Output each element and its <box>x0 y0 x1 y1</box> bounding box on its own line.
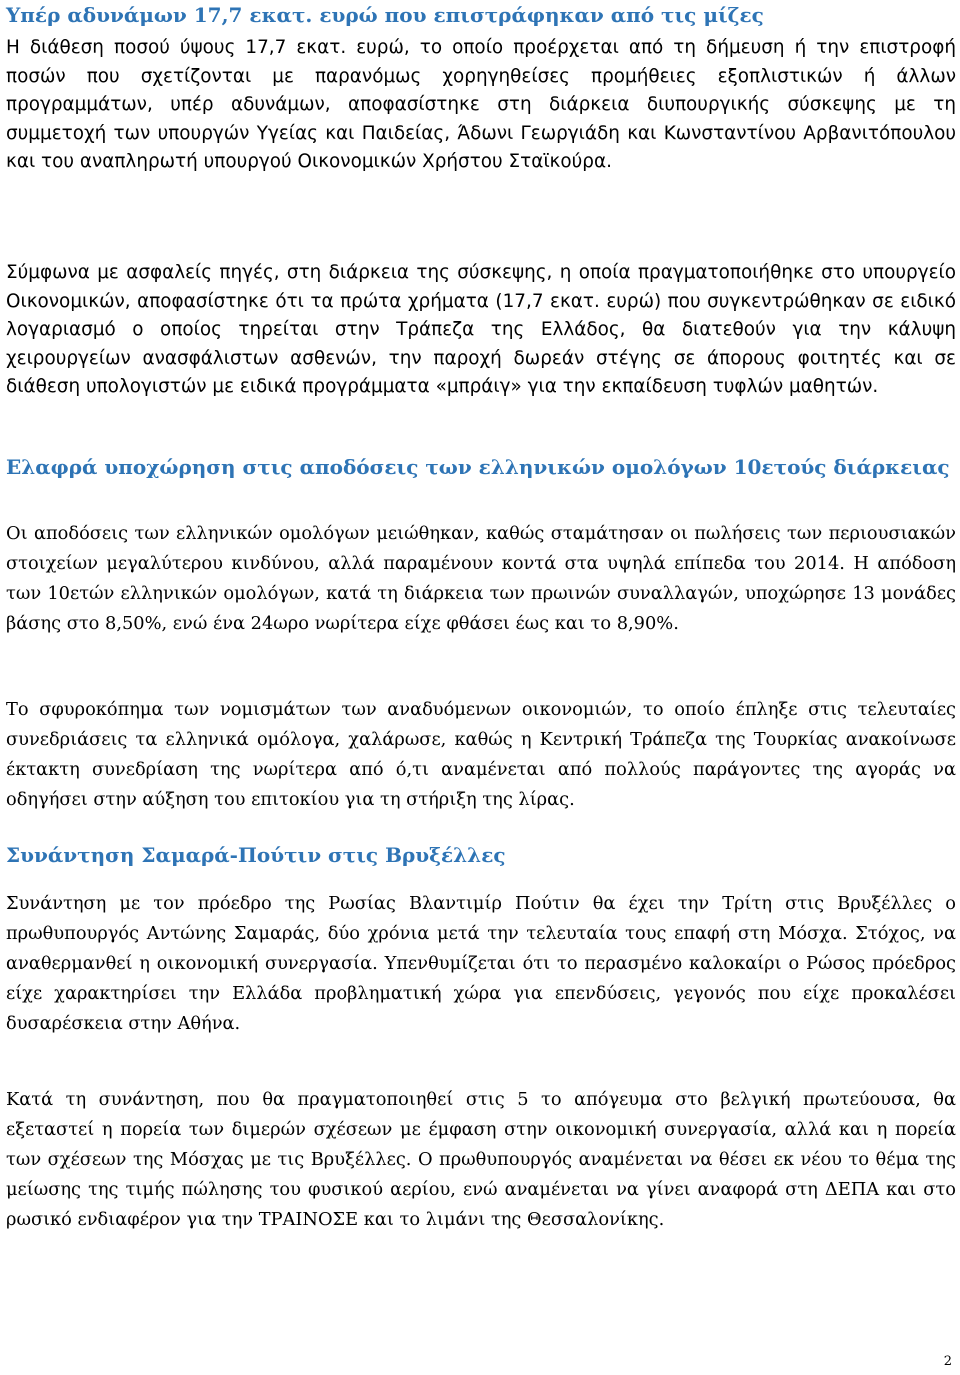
paragraph: Οι αποδόσεις των ελληνικών ομολόγων μειώθηκαν, καθώς σταμάτησαν οι πωλήσεις των περιουσιακών στοιχείων μεγαλύτερου κινδύνου, αλλά παραμένουν κοντά στα υψηλά επίπεδα του 2014. Η απόδοση των 10ετών ελληνικών ομολόγων, κατά τη διάρκεια των πρωινών συναλλαγών, υποχώρησε 13 μονάδες βάσης στο 8,50%, ενώ ένα 24ωρο νωρίτερα είχε φθάσει έως και το 8,90%. <box>6 523 956 634</box>
paragraph: Συνάντηση με τον πρόεδρο της Ρωσίας Βλαντιμίρ Πούτιν θα έχει την Τρίτη στις Βρυξέλλες ο πρωθυπουργός Αντώνης Σαμαράς, δύο χρόνια μετά την τελευταία τους επαφή στη Μόσχα. Στόχος, να αναθερμανθεί η οικονομική συνεργασία. Υπενθυμίζεται ότι το περασμένο καλοκαίρι ο Ρώσος πρόεδρος είχε χαρακτηρίσει την Ελλάδα προβληματική χώρα για επενδύσεις, γεγονός που είχε προκαλέσει δυσαρέσκεια στην Αθήνα. <box>6 893 956 1034</box>
paragraph: Το σφυροκόπημα των νομισμάτων των αναδυόμενων οικονομιών, το οποίο έπληξε στις τελευταίες συνεδριάσεις τα ελληνικά ομόλογα, χαλάρωσε, καθώς η Κεντρική Τράπεζα της Τουρκίας ανακοίνωσε έκτακτη συνεδρίαση της νωρίτερα από ό,τι αναμένεται από πολλούς παράγοντες της αγοράς να οδηγήσει στην αύξηση του επιτοκίου για τη στήριξη της λίρας. <box>6 699 956 810</box>
section-title-samaras-putin: Συνάντηση Σαμαρά-Πούτιν στις Βρυξέλλες <box>6 843 506 867</box>
section-title-bond-yields: Ελαφρά υποχώρηση στις αποδόσεις των ελληνικών ομολόγων 10ετούς διάρκειας <box>6 455 950 479</box>
paragraph: Σύμφωνα με ασφαλείς πηγές, στη διάρκεια της σύσκεψης, η οποία πραγματοποιήθηκε στο υπουργείο Οικονομικών, αποφασίστηκε ότι τα πρώτα χρήματα (17,7 εκατ. ευρώ) που συγκεντρώθηκαν σε ειδικό λογαριασμό ο οποίος τηρείται στην Τράπεζα της Ελλάδος, θα διατεθούν για την κάλυψη χειρουργείων ανασφάλιστων ασθενών, την παροχή δωρεάν στέγης σε άπορους φοιτητές και σε διάθεση υπολογιστών με ειδικά προγράμματα «μπράιγ» για την εκπαίδευση τυφλών μαθητών. <box>6 262 956 398</box>
paragraph: Κατά τη συνάντηση, που θα πραγματοποιηθεί στις 5 το απόγευμα στο βελγική πρωτεύουσα, θα εξεταστεί η πορεία των διμερών σχέσεων με έμφαση στην οικονομική συνεργασία, αλλά και η πορεία των σχέσεων της Μόσχας με τις Βρυξέλλες. Ο πρωθυπουργός αναμένεται να θέσει εκ νέου το θέμα της μείωσης της τιμής πώλησης του φυσικού αερίου, ενώ αναμένεται να γίνει αναφορά στη ΔΕΠΑ και στο ρωσικό ενδιαφέρον για την ΤΡΑΙΝΟΣΕ και το λιμάνι της Θεσσαλονίκης. <box>6 1089 956 1230</box>
page-number: 2 <box>943 1354 952 1369</box>
section-title-donations: Υπέρ αδυνάμων 17,7 εκατ. ευρώ που επιστράφηκαν από τις μίζες <box>6 3 764 27</box>
paragraph: Η διάθεση ποσού ύψους 17,7 εκατ. ευρώ, το οποίο προέρχεται από τη δήμευση ή την επιστροφή ποσών που σχετίζονται με παρανόμως χορηγηθείσες προμήθειες εξοπλιστικών ή άλλων προγραμμάτων, υπέρ αδυνάμων, αποφασίστηκε στη διάρκεια διυπουργικής σύσκεψης με τη συμμετοχή των υπουργών Υγείας και Παιδείας, Άδωνι Γεωργιάδη και Κωνσταντίνου Αρβανιτόπουλου και του αναπληρωτή υπουργού Οικονομικών Χρήστου Σταϊκούρα. <box>6 37 956 173</box>
